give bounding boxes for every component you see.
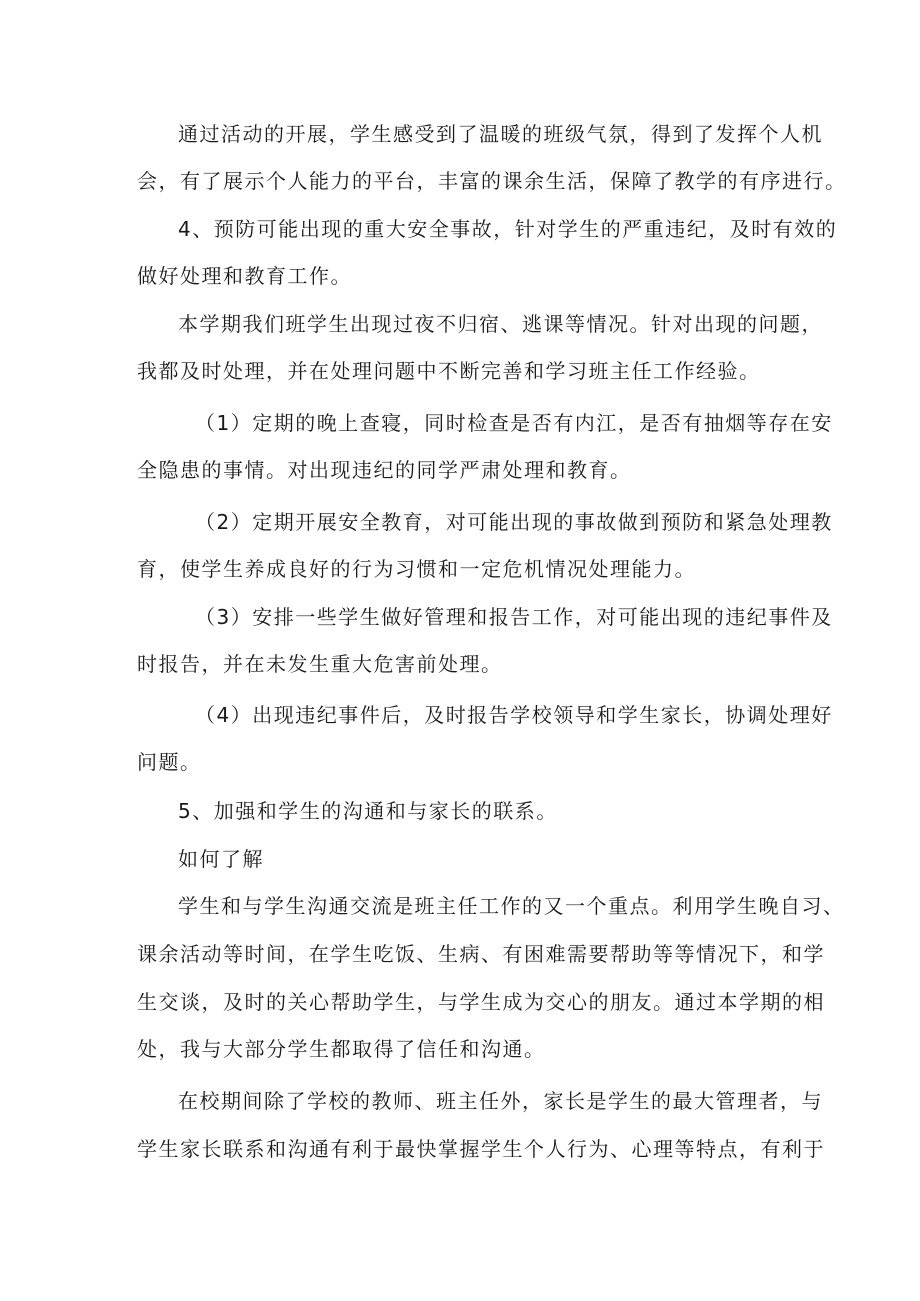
paragraph-line: 我都及时处理，并在处理问题中不断完善和学习班主任工作经验。: [137, 359, 761, 383]
section-heading-line: 做好处理和教育工作。: [137, 264, 352, 288]
paragraph-line: 通过活动的开展，学生感受到了温暖的班级气氛，得到了发挥个人机: [178, 122, 823, 146]
list-item-line: （2）定期开展安全教育，对可能出现的事故做到预防和紧急处理教: [195, 510, 833, 534]
list-item-line: 育，使学生养成良好的行为习惯和一定危机情况处理能力。: [137, 557, 696, 581]
paragraph-line: 在校期间除了学校的教师、班主任外，家长是学生的最大管理者，与: [178, 1089, 823, 1113]
paragraph-line: 本学期我们班学生出现过夜不归宿、逃课等情况。针对出现的问题，: [178, 312, 823, 336]
paragraph-line: 学生家长联系和沟通有利于最快掌握学生个人行为、心理等特点，有利于: [137, 1137, 825, 1161]
paragraph-line: 会，有了展示个人能力的平台，丰富的课余生活，保障了教学的有序进行。: [137, 169, 847, 193]
section-heading-line: 5、加强和学生的沟通和与家长的联系。: [178, 799, 558, 823]
list-item-line: 时报告，并在未发生重大危害前处理。: [137, 652, 503, 676]
list-item-line: （4）出现违纪事件后，及时报告学校领导和学生家长，协调处理好: [195, 703, 833, 727]
list-item-line: （3）安排一些学生做好管理和报告工作，对可能出现的违纪事件及: [195, 605, 833, 629]
list-item-line: （1）定期的晚上查寝，同时检查是否有内江，是否有抽烟等存在安: [195, 411, 833, 435]
paragraph-line: 如何了解: [178, 847, 264, 871]
list-item-line: 问题。: [137, 750, 202, 774]
paragraph-line: 生交谈，及时的关心帮助学生，与学生成为交心的朋友。通过本学期的相: [137, 990, 825, 1014]
section-heading-line: 4、预防可能出现的重大安全事故，针对学生的严重违纪，及时有效的: [178, 217, 838, 241]
paragraph-line: 处，我与大部分学生都取得了信任和沟通。: [137, 1037, 546, 1061]
paragraph-line: 学生和与学生沟通交流是班主任工作的又一个重点。利用学生晚自习、: [178, 894, 845, 918]
list-item-line: 全隐患的事情。对出现违纪的同学严肃处理和教育。: [137, 458, 632, 482]
paragraph-line: 课余活动等时间，在学生吃饭、生病、有困难需要帮助等等情况下，和学: [137, 942, 825, 966]
